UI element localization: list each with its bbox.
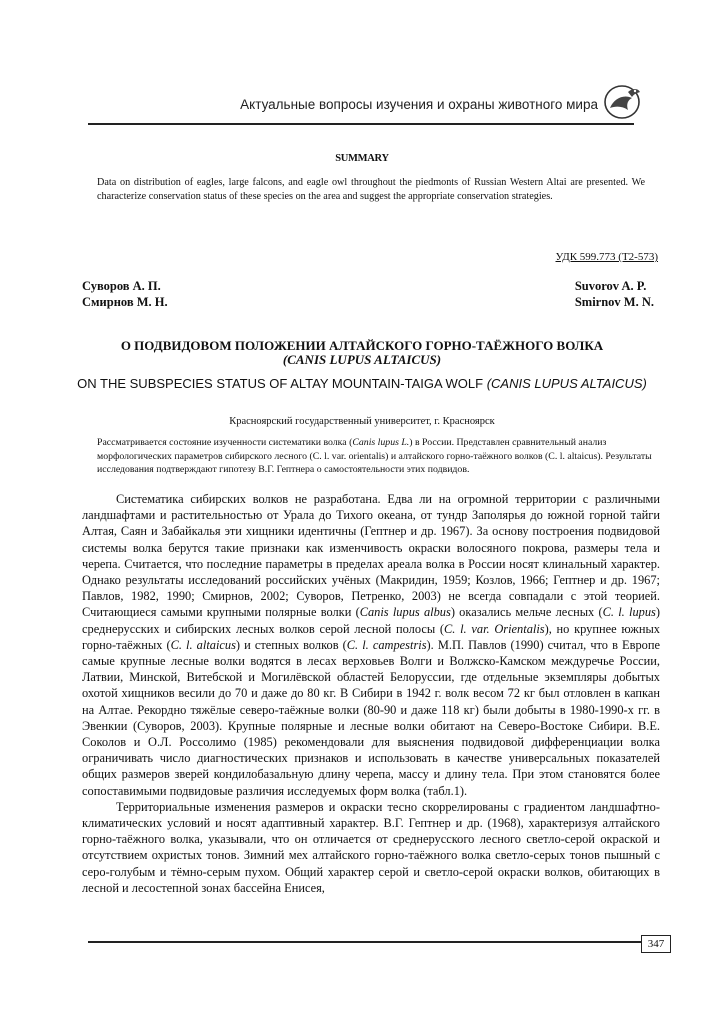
journal-header-title: Актуальные вопросы изучения и охраны животного мира [240,97,598,112]
para1-latin-2: C. l. lupus [602,605,656,620]
header-rule [88,123,634,125]
article-title-english [60,376,664,391]
author-ru-1: Суворов А. П. [82,279,161,293]
para1-text-3: ) среднерусских и сибирских лесных волков серой лесной полосы ( [82,605,660,636]
summary-heading: SUMMARY [335,153,389,164]
abstract-text-2: ) в России. Представлен сравнительный анализ морфологических параметров сибирского лесного (C. l. var. orientalis) и алтайского горно-таёжного волков (C. l. altaicus). Результаты исследования подтверждают гипотезу В.Г. Гептнера о самостоятельности этих подвидов. [97,437,652,475]
para1-latin-5: C. l. campestris [346,637,427,652]
author-ru-2: Смирнов М. Н. [82,295,168,309]
authors-english [575,278,654,310]
para1-text-4: ), но крупнее южных горно-таёжных ( [82,621,660,652]
para1-text-2: ) оказались мельче лесных ( [450,605,603,620]
author-en-2: Smirnov M. N. [574,295,654,309]
affiliation: Красноярский государственный университет, г. Красноярск [229,416,495,427]
para1-latin-1: Canis lupus albus [359,605,451,620]
para1-latin-3: C. l. var. Orientalis [444,621,545,636]
para1-latin-4: C. l. altaicus [170,637,236,652]
title-ru-latin: (CANIS LUPUS ALTAICUS) [282,352,442,367]
author-en-1: Suvorov A. P. [574,279,647,293]
page-number: 347 [641,935,671,953]
animal-logo-icon [598,80,646,124]
para1-text-6: ). М.П. Павлов (1990) считал, что в Европе самые крупные лесные волки водятся в лесах верховьев Волги и Волжско-Камском междуречье России, Латвии, Минской, Витебской и Могилёвской областей Белоруссии, где отдельные экземпляры добытых охотой хищников весили до 70 и даже до 80 кг. В Сибири в 1942 г. волк весом 72 кг был отловлен в капкан на Алтае. Рекордно тяжёлые северо-таёжные волки (80-90 и даже 118 кг) были добыты в 1980-1990-х гг. в Эвенкии (Суворов, 2003). Крупные полярные и лесные волки обитают на Северо-Востоке Сибири. В.Е. Соколов и О.Л. Россолимо (1985) рекомендовали для выяснения подвидовой дифференциации волка ограничивать число диагностических признаков и использовать в качестве универсальных показателей общих размеров зверей кондилобазальную длину черепа, массу и длину тела. При этом становятся более сопоставимыми подвидовые различия исследуемых форм волка (табл.1). [82,637,660,798]
para1-text-1: Систематика сибирских волков не разработана. Едва ли на огромной территории с различными ландшафтами и растительностью от Урала до Тихого океана, от тундр Заполярья до южной горной тайги Алтая, Саян и Забайкалья эти хищники идентичны (Гептнер и др. 1967). За основу построения подвидовой системы волка берутся такие признаки как изменчивость окраски волосяного покрова, размеры тела и черепа. Считается, что последние параметры в пределах ареала волка в России носят клинальный характер. Однако результаты исследований российских учёных (Макридин, 1959; Козлов, 1966; Гептнер и др. 1967; Павлов, 1982, 1990; Смирнов, 2002; Суворов, Петренко, 2003) не всегда совпадали с этой теорией. Считающиеся самыми крупными полярные волки ( [82,492,660,620]
article-title-russian [60,339,664,367]
para1-text-5: ) и степных волков ( [235,637,347,652]
abstract-text-1: Рассматривается состояние изученности систематики волка ( [97,437,353,448]
authors-russian [82,278,168,310]
footer-rule [88,941,642,943]
body-paragraph-2: Территориальные изменения размеров и окраски тесно скоррелированы с градиентом ландшафтно-климатических условий и носят адаптивный характер. В.Г. Гептнер и др. (1968), характеризуя алтайского горно-таёжного волка, указывали, что он отличается от среднерусского лесного светло-серой окраской и отсутствием охристых тонов. Зимний мех алтайского горно-таёжного волка светло-серых тонов пышный с серо-голубым и тёмно-серым пухом. Общий характер серой и светло-серой окраски волков, обитающих в лесной и лесостепной зонах бассейна Енисея, [82,799,660,895]
summary-text: Data on distribution of eagles, large falcons, and eagle owl throughout the piedmonts of Russian Western Altai are presented. We characterize conservation status of these species on the area and suggest the appropriate conservation strategies. [97,177,645,202]
abstract-latin-1: Canis lupus L. [352,437,410,448]
abstract [97,436,657,477]
title-ru-main: О ПОДВИДОВОМ ПОЛОЖЕНИИ АЛТАЙСКОГО ГОРНО-ТАЁЖНОГО ВОЛКА [120,338,604,353]
article-body [82,491,660,896]
title-en-latin: (CANIS LUPUS ALTAICUS) [486,376,647,391]
title-en-main: ON THE SUBSPECIES STATUS OF ALTAY MOUNTAIN-TAIGA WOLF [77,376,484,391]
udk-code: УДК 599.773 (Т2-573) [555,251,658,263]
body-paragraph-1 [82,491,660,799]
